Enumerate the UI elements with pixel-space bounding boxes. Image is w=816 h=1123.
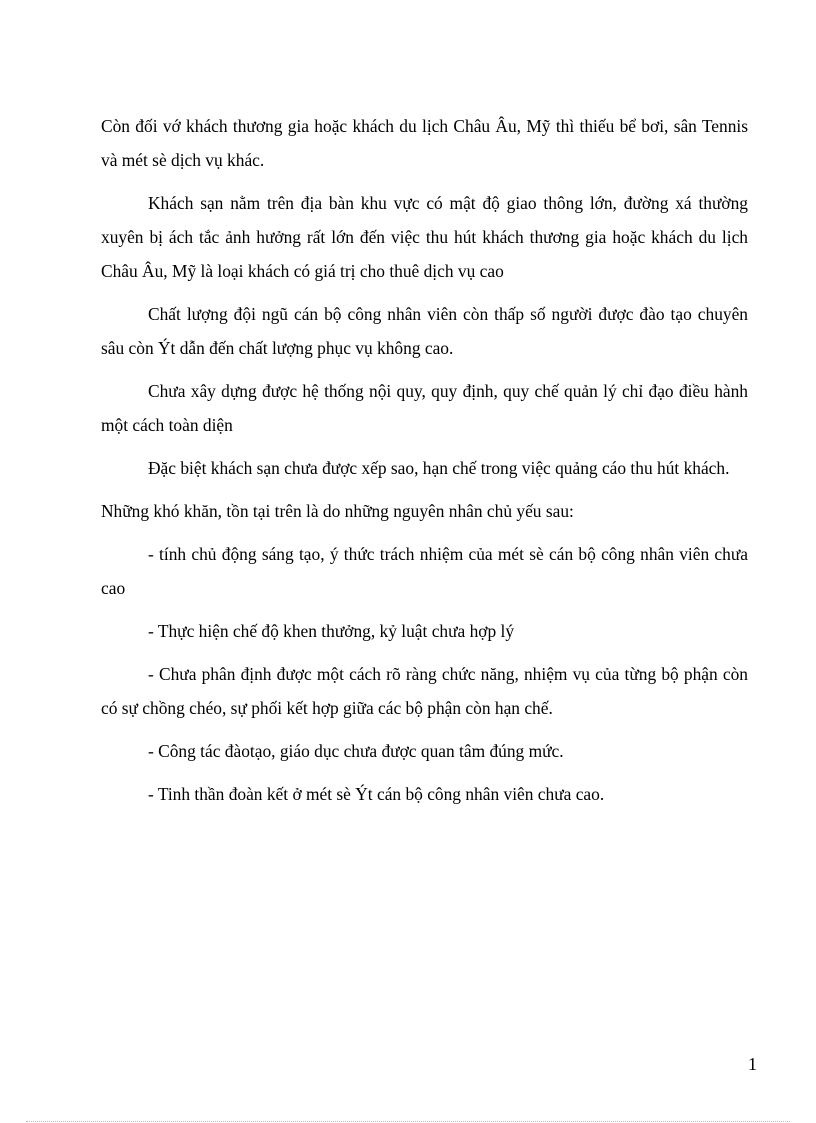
paragraph-location-traffic: Khách sạn nằm trên địa bàn khu vực có mật độ giao thông lớn, đường xá thường xuyên bị ách tắc ảnh hưởng rất lớn đến việc thu hút khách thương gia hoặc khách du lịch Châu Âu, Mỹ là loại khách có giá trị cho thuê dịch vụ cao	[101, 193, 748, 281]
document-body	[101, 109, 748, 820]
paragraph-regulations: Chưa xây dựng được hệ thống nội quy, quy định, quy chế quản lý chỉ đạo điều hành một cách toàn diện	[101, 381, 748, 435]
list-item-solidarity: - Tinh thần đoàn kết ở mét sè Ýt cán bộ công nhân viên chưa cao.	[148, 784, 605, 804]
paragraph-facilities: Còn đối vớ khách thương gia hoặc khách du lịch Châu Âu, Mỹ thì thiếu bể bơi, sân Tennis và mét sè dịch vụ khác.	[101, 116, 748, 170]
paragraph-star-rating: Đặc biệt khách sạn chưa được xếp sao, hạn chế trong việc quảng cáo thu hút khách.	[148, 458, 730, 478]
page-bottom-divider	[26, 1121, 790, 1122]
paragraph-causes-intro: Những khó khăn, tồn tại trên là do những nguyên nhân chủ yếu sau:	[101, 501, 574, 521]
list-item-initiative: - tính chủ động sáng tạo, ý thức trách nhiệm của mét sè cán bộ công nhân viên chưa cao	[101, 544, 748, 598]
list-item-training: - Công tác đàotạo, giáo dục chưa được quan tâm đúng mức.	[148, 741, 564, 761]
paragraph-staff-quality: Chất lượng đội ngũ cán bộ công nhân viên còn thấp số người được đào tạo chuyên sâu còn Ýt dẫn đến chất lượng phục vụ không cao.	[101, 304, 748, 358]
page-number: 1	[748, 1054, 757, 1074]
list-item-responsibilities: - Chưa phân định được một cách rõ ràng chức năng, nhiệm vụ của từng bộ phận còn có sự chồng chéo, sự phối kết hợp giữa các bộ phận còn hạn chế.	[101, 664, 748, 718]
list-item-rewards: - Thực hiện chế độ khen thưởng, kỷ luật chưa hợp lý	[148, 621, 515, 641]
